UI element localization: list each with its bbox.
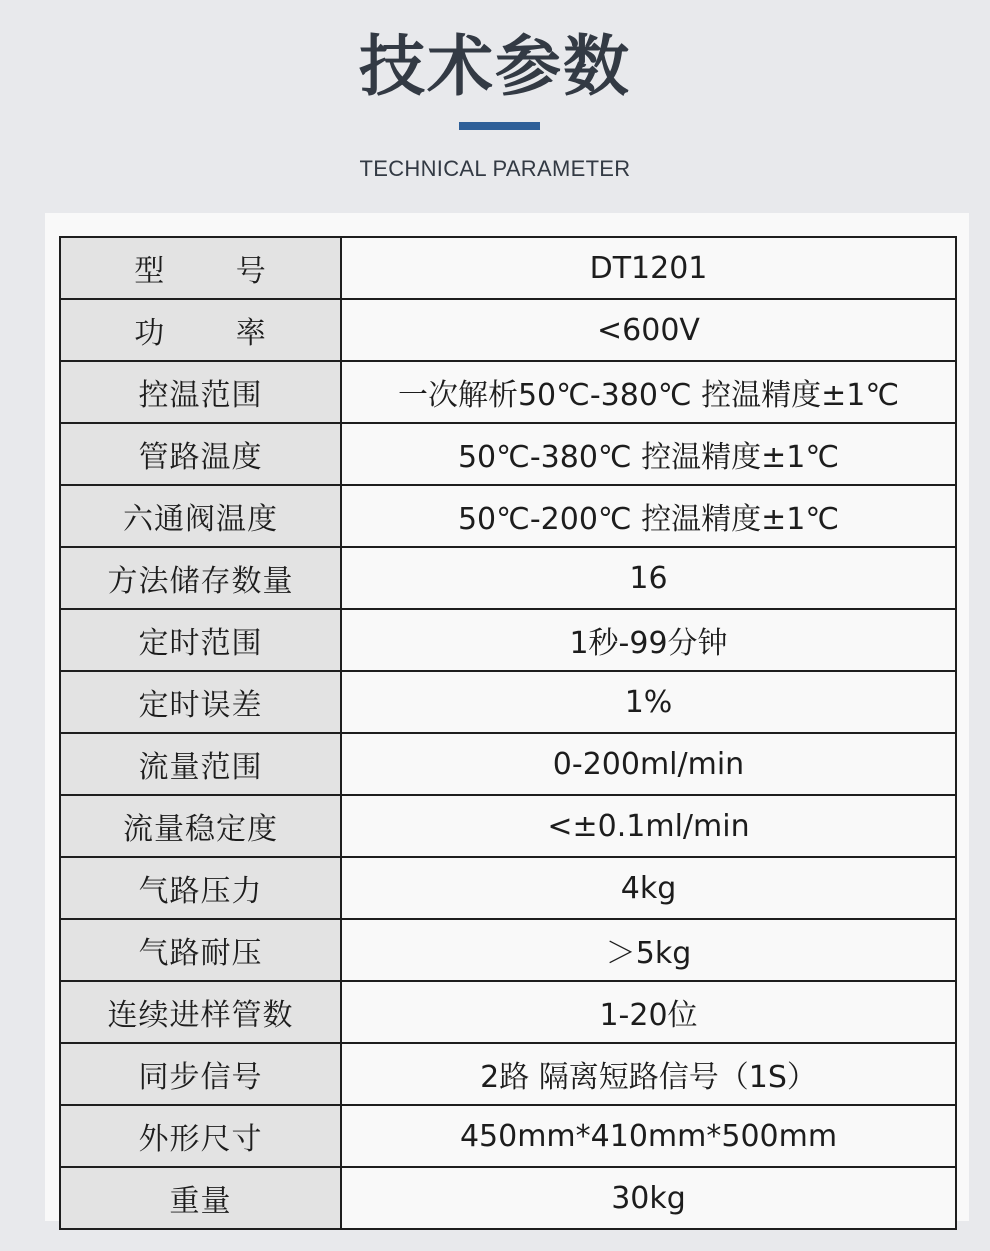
spec-label-valve-temp: 六通阀温度 [60,485,341,547]
spec-value-flow-stability: <±0.1ml/min [341,795,956,857]
spec-value-sample-tubes: 1-20位 [341,981,956,1043]
table-row [60,1105,956,1167]
table-row [60,299,956,361]
spec-label-sample-tubes: 连续进样管数 [60,981,341,1043]
table-row [60,981,956,1043]
table-row [60,733,956,795]
table-row [60,547,956,609]
spec-label-sync-signal: 同步信号 [60,1043,341,1105]
spec-value-valve-temp: 50℃-200℃ 控温精度±1℃ [341,485,956,547]
spec-value-timer-range: 1秒-99分钟 [341,609,956,671]
spec-value-pipe-temp: 50℃-380℃ 控温精度±1℃ [341,423,956,485]
table-row [60,423,956,485]
spec-label-power: 功 率 [60,299,341,361]
table-row [60,361,956,423]
spec-label-pipe-temp: 管路温度 [60,423,341,485]
spec-label-dimensions: 外形尺寸 [60,1105,341,1167]
title-underline-bar [459,122,540,130]
spec-value-gas-pressure-resistance: ＞5kg [341,919,956,981]
table-row [60,795,956,857]
spec-value-timer-error: 1% [341,671,956,733]
table-row [60,609,956,671]
spec-label-timer-error: 定时误差 [60,671,341,733]
spec-value-model: DT1201 [341,237,956,299]
spec-value-weight: 30kg [341,1167,956,1229]
table-row [60,1043,956,1105]
spec-value-dimensions: 450mm*410mm*500mm [341,1105,956,1167]
page-subtitle: TECHNICAL PARAMETER [359,156,631,181]
spec-label-flow-range: 流量范围 [60,733,341,795]
spec-value-power: <600V [341,299,956,361]
page-title: 技术参数 [359,28,631,105]
spec-value-gas-pressure: 4kg [341,857,956,919]
spec-value-flow-range: 0-200ml/min [341,733,956,795]
table-row [60,919,956,981]
table-row [60,857,956,919]
table-row [60,237,956,299]
spec-label-model: 型 号 [60,237,341,299]
spec-value-temp-range: 一次解析50℃-380℃ 控温精度±1℃ [341,361,956,423]
spec-label-gas-pressure: 气路压力 [60,857,341,919]
spec-value-sync-signal: 2路 隔离短路信号（1S） [341,1043,956,1105]
spec-label-gas-pressure-resistance: 气路耐压 [60,919,341,981]
spec-label-flow-stability: 流量稳定度 [60,795,341,857]
table-row [60,485,956,547]
spec-label-weight: 重量 [60,1167,341,1229]
spec-table [59,236,957,1230]
table-row [60,671,956,733]
spec-label-temp-range: 控温范围 [60,361,341,423]
table-row [60,1167,956,1229]
spec-label-method-storage: 方法储存数量 [60,547,341,609]
spec-label-timer-range: 定时范围 [60,609,341,671]
spec-value-method-storage: 16 [341,547,956,609]
